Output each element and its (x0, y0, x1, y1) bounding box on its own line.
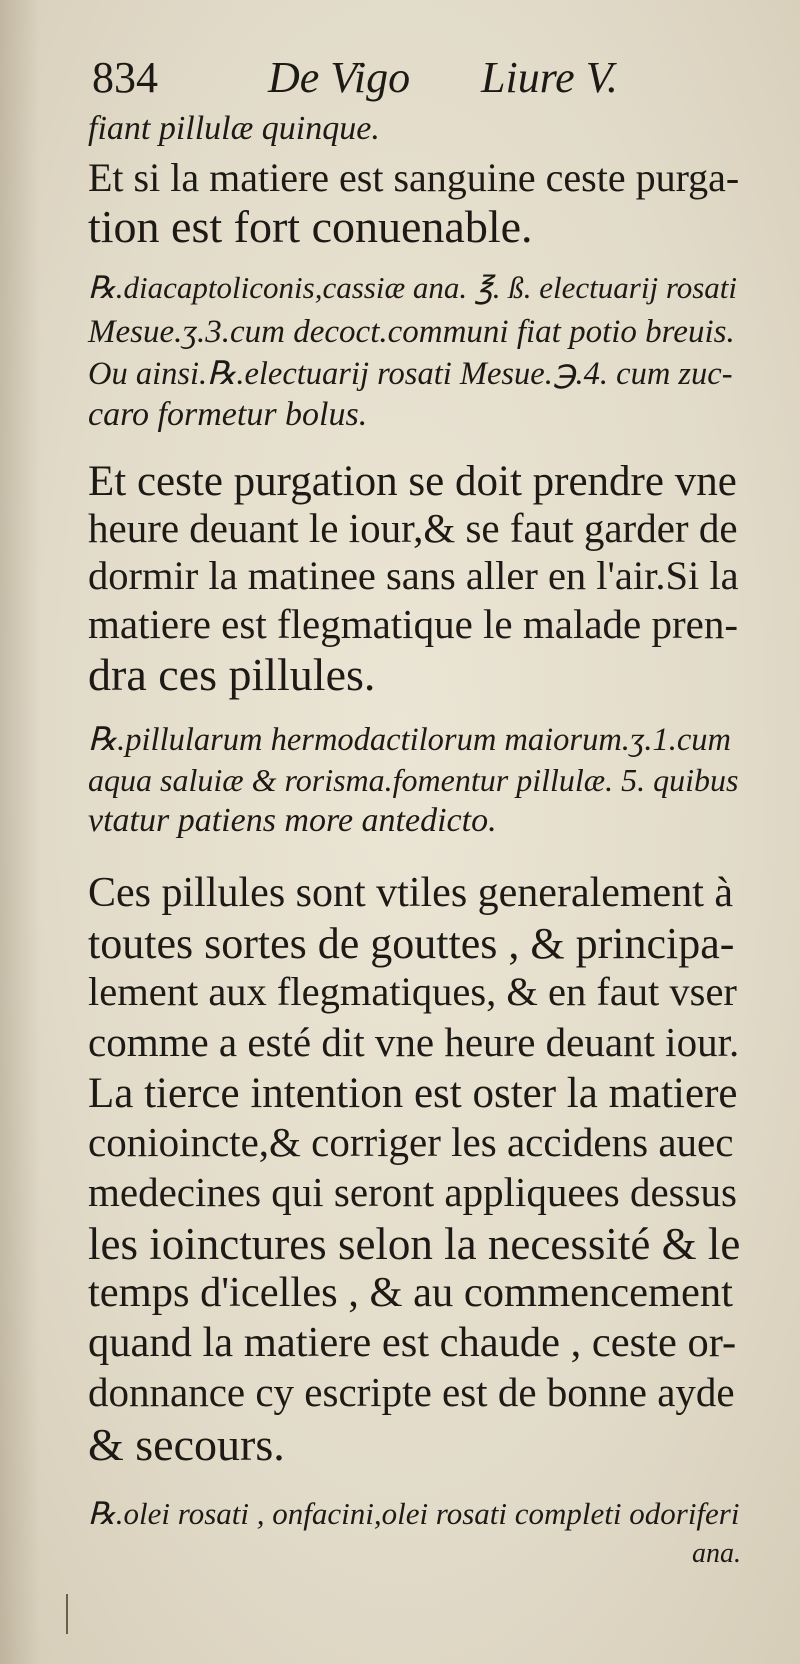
text-line: toutes sortes de gouttes , & principa- (88, 919, 735, 968)
running-header (88, 52, 738, 102)
text-line: ℞.olei rosati , onfacini,olei rosati completi odoriferi (88, 1496, 740, 1531)
text-line: comme a esté dit vne heure deuant iour. (88, 1019, 740, 1065)
header-author: De Vigo (268, 53, 411, 102)
text-line: ℞.diacaptoliconis,cassiæ ana. ℥. ß. electuarij rosati (88, 270, 738, 305)
text-line: Ces pillules sont vtiles generalement à (88, 870, 734, 916)
text-line: lement aux flegmatiques, & en faut vser (88, 969, 737, 1014)
text-line: medecines qui seront appliquees dessus (88, 1169, 738, 1215)
page-number: 834 (92, 53, 158, 102)
text-line: dormir la matinee sans aller en l'air.Si la (88, 553, 739, 598)
text-line: conioincte,& corriger les accidens auec (88, 1119, 734, 1165)
text-line: donnance cy escripte est de bonne ayde (88, 1369, 735, 1415)
header-book: Liure V. (481, 53, 618, 102)
text-line: matiere est flegmatique le malade pren- (88, 601, 738, 647)
text-line: Et ceste purgation se doit prendre vne (88, 458, 737, 505)
text-line: dra ces pillules. (88, 649, 376, 700)
text-line: Et si la matiere est sanguine ceste purga- (88, 155, 740, 200)
page-edge-mark (66, 1594, 68, 1634)
text-line: temps d'icelles , & au commencement (88, 1269, 733, 1316)
text-line: fiant pillulæ quinque. (88, 110, 380, 147)
page-gutter-shadow (0, 0, 40, 1664)
text-line: quand la matiere est chaude , ceste or- (88, 1319, 737, 1366)
text-line: heure deuant le iour,& se faut garder de (88, 505, 738, 551)
text-line: Mesue.ʒ.3.cum decoct.communi fiat potio breuis. (88, 314, 735, 350)
text-line: La tierce intention est oster la matiere (88, 1070, 738, 1117)
text-line: & secours. (88, 1419, 285, 1470)
text-line: ℞.pillularum hermodactilorum maiorum.ʒ.1.cum (88, 722, 731, 758)
text-line: caro formetur bolus. (88, 396, 368, 433)
catchword: ana. (692, 1538, 741, 1569)
text-line: tion est fort conuenable. (88, 201, 533, 252)
text-line: aqua saluiæ & rorisma.fomentur pillulæ. 5. quibus (88, 762, 739, 798)
text-line: vtatur patiens more antedicto. (88, 802, 497, 839)
text-line: les ioinctures selon la necessité & le (88, 1219, 741, 1269)
text-line: Ou ainsi.℞.electuarij rosati Mesue.℈.4. cum zuc- (88, 356, 733, 392)
